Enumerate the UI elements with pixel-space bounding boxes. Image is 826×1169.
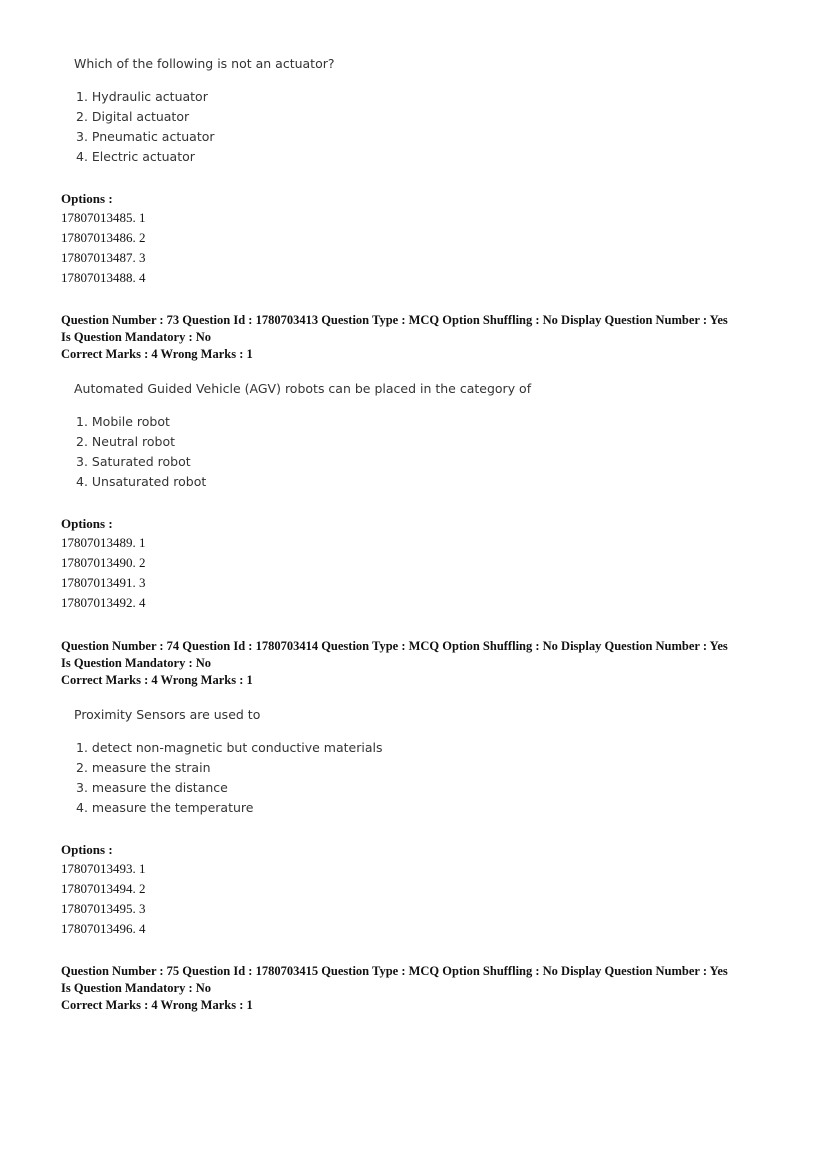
meta-line: Question Number : 75 Question Id : 1780703415 Question Type : MCQ Option Shuffling : No Display Question Number : Yes [61, 964, 728, 978]
meta-line: Correct Marks : 4 Wrong Marks : 1 [61, 347, 253, 361]
question-text: Proximity Sensors are used to [74, 707, 261, 722]
option-item: 17807013487. 3 [61, 250, 146, 265]
choice-item: 4. measure the temperature [76, 800, 254, 815]
choice-item: 2. measure the strain [76, 760, 211, 775]
options-heading: Options : [61, 516, 113, 531]
option-item: 17807013486. 2 [61, 230, 146, 245]
option-item: 17807013496. 4 [61, 921, 146, 936]
choice-item: 2. Digital actuator [76, 109, 190, 124]
option-item: 17807013491. 3 [61, 575, 146, 590]
option-item: 17807013492. 4 [61, 595, 146, 610]
option-item: 17807013485. 1 [61, 210, 146, 225]
choice-item: 3. Saturated robot [76, 454, 191, 469]
options-list [61, 533, 146, 613]
choice-list [76, 738, 383, 818]
option-item: 17807013490. 2 [61, 555, 146, 570]
meta-line: Is Question Mandatory : No [61, 330, 212, 344]
choice-item: 3. Pneumatic actuator [76, 129, 215, 144]
choice-item: 3. measure the distance [76, 780, 228, 795]
meta-line: Question Number : 73 Question Id : 1780703413 Question Type : MCQ Option Shuffling : No Display Question Number : Yes [61, 313, 728, 327]
choice-item: 4. Unsaturated robot [76, 474, 207, 489]
choice-item: 1. detect non-magnetic but conductive materials [76, 740, 383, 755]
question-meta [61, 312, 728, 364]
question-text: Which of the following is not an actuator? [74, 56, 335, 71]
meta-line: Correct Marks : 4 Wrong Marks : 1 [61, 998, 253, 1012]
options-heading: Options : [61, 191, 113, 206]
choice-item: 1. Mobile robot [76, 414, 170, 429]
choice-list [76, 87, 215, 167]
meta-line: Correct Marks : 4 Wrong Marks : 1 [61, 673, 253, 687]
question-text: Automated Guided Vehicle (AGV) robots can be placed in the category of [74, 381, 532, 396]
option-item: 17807013495. 3 [61, 901, 146, 916]
meta-line: Is Question Mandatory : No [61, 981, 212, 995]
options-list [61, 208, 146, 288]
option-item: 17807013494. 2 [61, 881, 146, 896]
option-item: 17807013489. 1 [61, 535, 146, 550]
choice-item: 4. Electric actuator [76, 149, 195, 164]
choice-list [76, 412, 206, 492]
options-list [61, 859, 146, 939]
choice-item: 1. Hydraulic actuator [76, 89, 208, 104]
option-item: 17807013493. 1 [61, 861, 146, 876]
meta-line: Question Number : 74 Question Id : 1780703414 Question Type : MCQ Option Shuffling : No Display Question Number : Yes [61, 639, 728, 653]
options-heading: Options : [61, 842, 113, 857]
question-meta [61, 963, 728, 1015]
meta-line: Is Question Mandatory : No [61, 656, 212, 670]
question-meta [61, 638, 728, 690]
choice-item: 2. Neutral robot [76, 434, 176, 449]
option-item: 17807013488. 4 [61, 270, 146, 285]
